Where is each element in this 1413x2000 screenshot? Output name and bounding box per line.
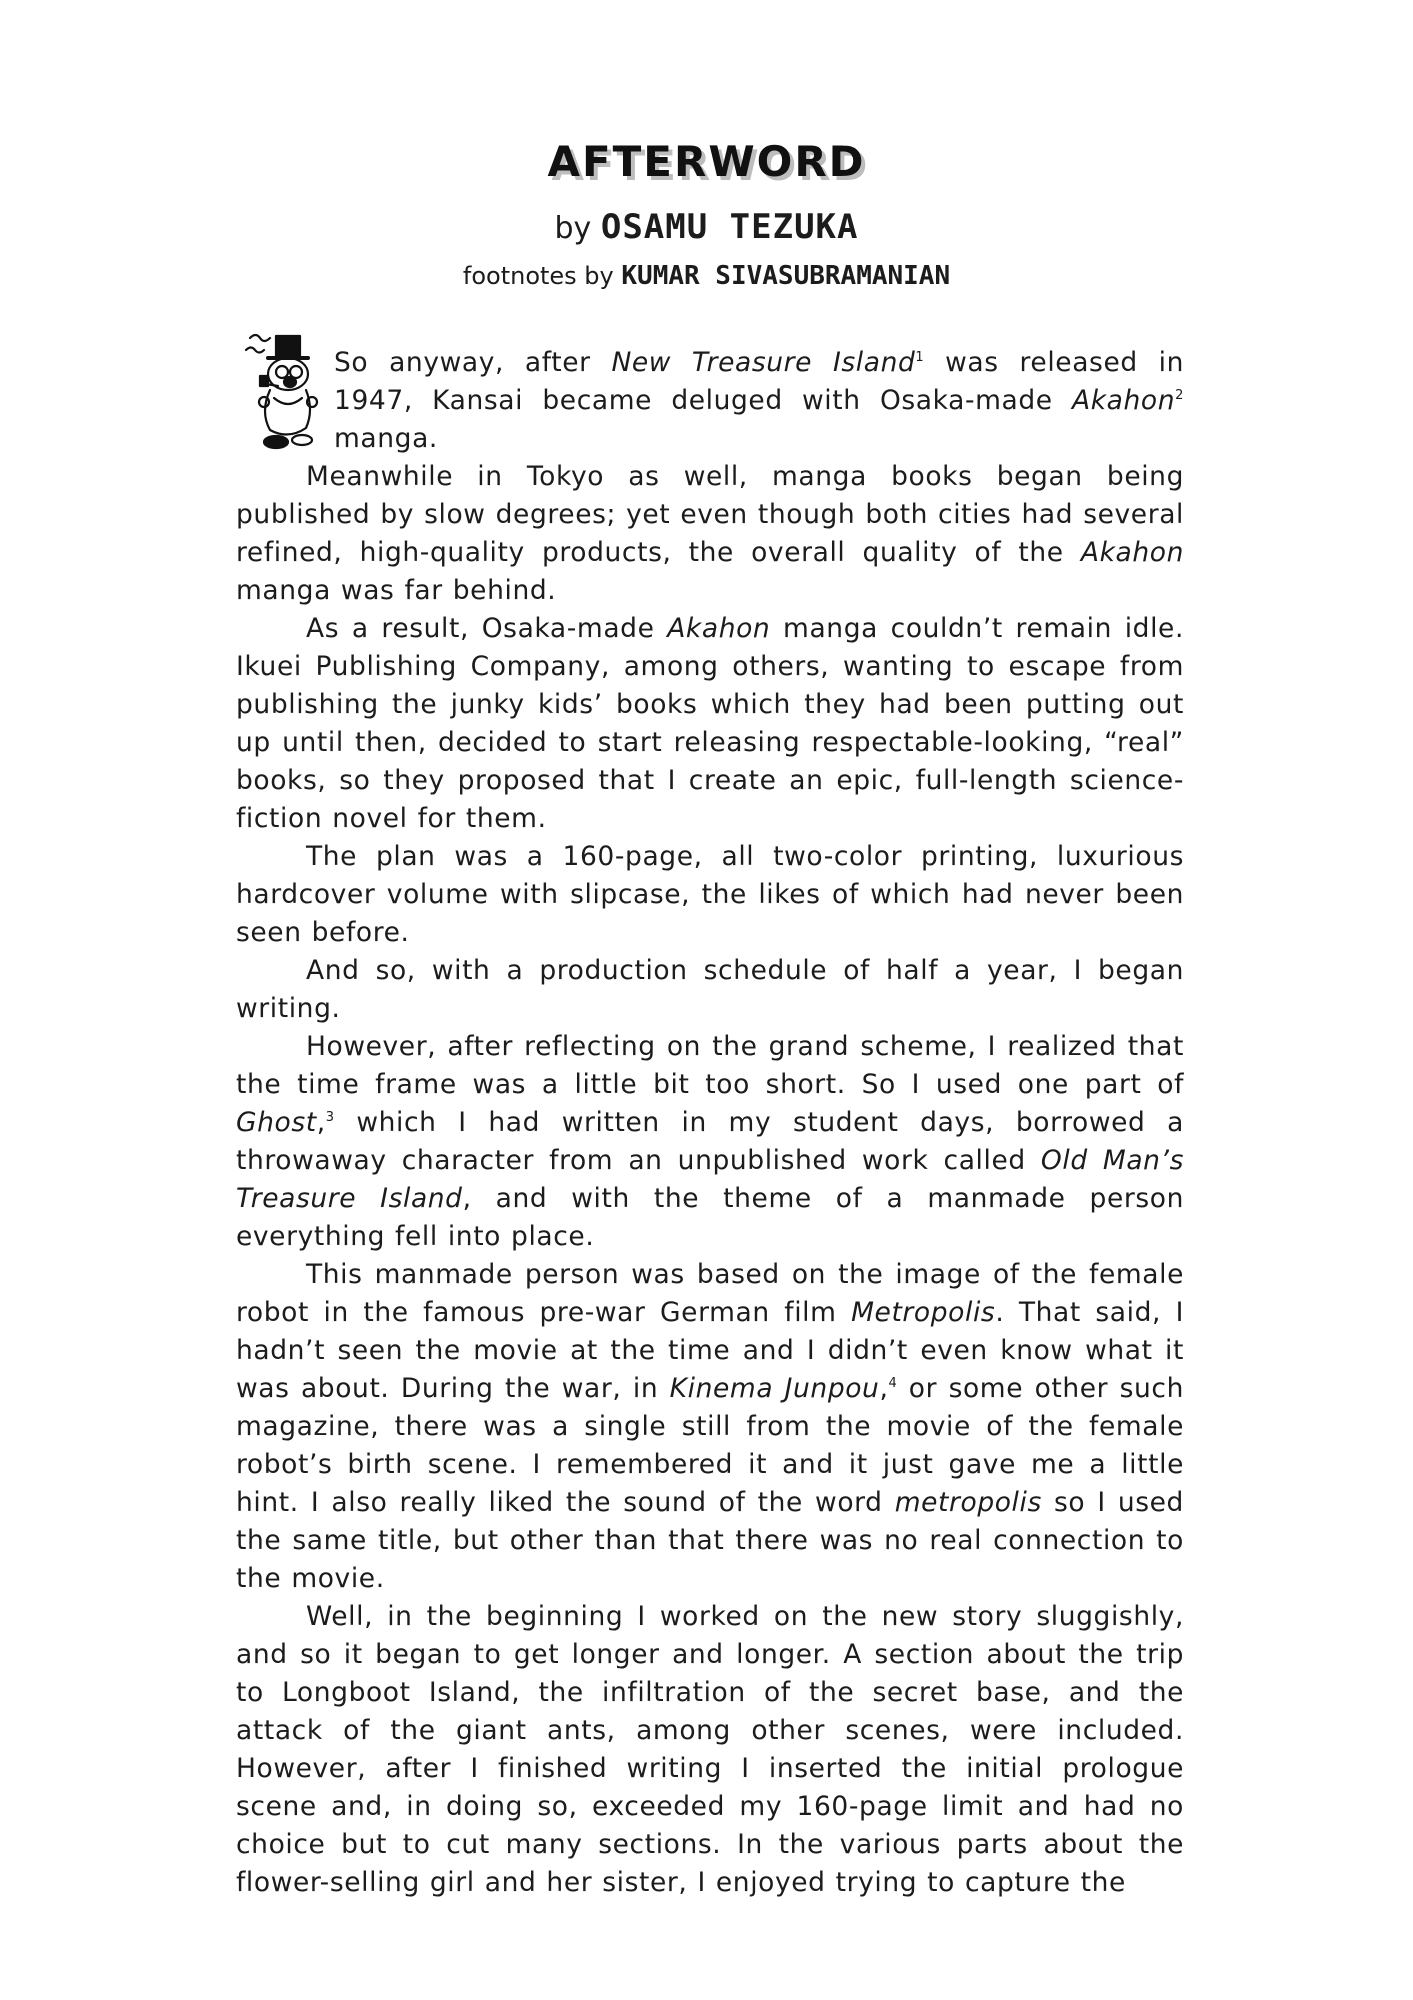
term-akahon: Akahon — [667, 613, 771, 644]
text-span: , and with the theme of a manmade person everything fell into place. — [236, 1183, 1184, 1252]
footnote-marker-2: 2 — [1175, 388, 1184, 403]
paragraph-7: This manmade person was based on the image of the female robot in the famous pre-war German film Metropolis. That said, I hadn’t seen the movie at the time and I didn’t even know what it was about. During the war, in Kinema Junpou,$^4$ or some other such magazine, there was a single still from the movie of the female robot’s birth scene. I remembered it and it just gave me a little hint. I also really liked the sound of the word metropolis so I used the same title, but other than that there was no real connection to the movie. — [236, 1259, 1184, 1594]
title-new-treasure-island: New Treasure Island — [611, 347, 916, 378]
text-span: manga. — [334, 423, 438, 454]
text-span: Meanwhile in Tokyo as well, manga books began being published by slow degrees; yet even though both cities had several refined, high-quality products, the overall quality of the — [236, 461, 1184, 568]
text-span: or some other such magazine, there was a single still from the movie of the female robot’s birth scene. I remembered it and it just gave me a little hint. I also really liked the sound of the word — [236, 1373, 1184, 1518]
paragraph-4: The plan was a 160-page, all two-color printing, luxurious hardcover volume with slipcase, the likes of which had never been seen before. — [236, 841, 1184, 948]
footnote-marker-1: 1 — [915, 350, 925, 365]
text-span: was released in 1947, Kansai became deluged with Osaka-made — [334, 347, 1184, 416]
text-span: manga couldn’t remain idle. Ikuei Publishing Company, among others, wanting to escape from publishing the junky kids’ books which they had been putting out up until then, decided to start releasing respectable-looking, “real” books, so they proposed that I create an epic, full-length science-fiction novel for them. — [236, 613, 1184, 834]
text-span: As a result, Osaka-made — [306, 613, 668, 644]
paragraph-8: Well, in the beginning I worked on the new story sluggishly, and so it began to get longer and longer. A section about the trip to Longboot Island, the infiltration of the secret base, and the attack of the giant ants, among other scenes, were included. However, after I finished writing I inserted the initial prologue scene and, in doing so, exceeded my 160-page limit and had no choice but to cut many sections. In the various parts about the flower-selling girl and her sister, I enjoyed trying to capture the — [236, 1601, 1184, 1898]
title-ghost: Ghost — [236, 1107, 317, 1138]
afterword-body — [236, 344, 1184, 1902]
text-span: . That said, I hadn’t seen the movie at the time and I didn’t even know what it was about. During the war, in — [236, 1297, 1184, 1404]
text-span: So anyway, after — [334, 347, 612, 378]
text-span: This manmade person was based on the image of the female robot in the famous pre-war German film — [236, 1259, 1184, 1328]
footnotes-author: KUMAR SIVASUBRAMANIAN — [621, 261, 951, 291]
page-title: AFTERWORD — [547, 137, 866, 186]
title-block — [0, 138, 1413, 186]
footnotes-byline — [0, 258, 1413, 294]
paragraph-5: And so, with a production schedule of half a year, I began writing. — [236, 955, 1184, 1024]
byline-prefix: by — [554, 211, 592, 246]
paragraph-6: However, after reflecting on the grand scheme, I realized that the time frame was a little bit too short. So I used one part of Ghost,$^3$ which I had written in my student days, borrowed a throwaway character from an unpublished work called Old Man’s Treasure Island, and with the theme of a manmade person everything fell into place. — [236, 1031, 1184, 1252]
author-byline — [0, 205, 1413, 251]
footnote-marker-3: 3 — [325, 1110, 335, 1125]
title-old-mans-treasure-island: Old Man’s Treasure Island — [236, 1145, 1184, 1214]
paragraph-1 — [236, 344, 1184, 458]
text-span: which I had written in my student days, borrowed a throwaway character from an unpublished work called — [236, 1107, 1184, 1176]
word-metropolis: metropolis — [894, 1487, 1042, 1518]
text-span: so I used the same title, but other than that there was no real connection to the movie. — [236, 1487, 1184, 1594]
title-metropolis: Metropolis — [851, 1297, 996, 1328]
title-kinema-junpou: Kinema Junpou — [669, 1373, 880, 1404]
term-akahon: Akahon — [1072, 385, 1176, 416]
author-name: OSAMU TEZUKA — [600, 207, 859, 247]
paragraph-3 — [236, 610, 1184, 838]
text-span: However, after reflecting on the grand scheme, I realized that the time frame was a little bit too short. So I used one part of — [236, 1031, 1184, 1100]
footnote-marker-4: 4 — [888, 1376, 898, 1391]
term-akahon: Akahon — [1080, 537, 1184, 568]
footnotes-prefix: footnotes by — [462, 262, 614, 290]
text-span: manga was far behind. — [236, 575, 557, 606]
paragraph-2 — [236, 458, 1184, 610]
